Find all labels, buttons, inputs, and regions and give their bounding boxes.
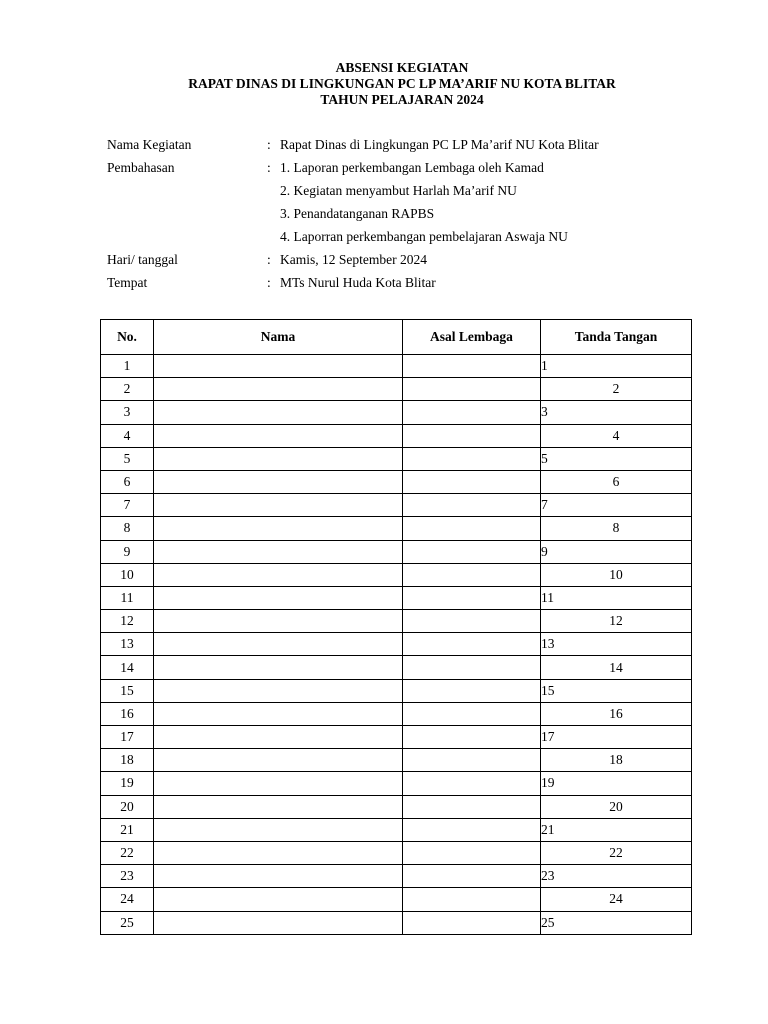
row-number: 11 <box>101 586 154 609</box>
nama-kegiatan-label: Nama Kegiatan <box>107 137 192 152</box>
document-header <box>0 60 768 108</box>
nama-cell[interactable] <box>154 563 403 586</box>
row-number: 16 <box>101 702 154 725</box>
asal-lembaga-cell[interactable] <box>403 726 541 749</box>
table-row <box>101 378 692 401</box>
table-row <box>101 447 692 470</box>
column-header-tanda-tangan: Tanda Tangan <box>541 320 692 355</box>
row-number: 15 <box>101 679 154 702</box>
tanda-tangan-cell[interactable]: 21 <box>541 818 692 841</box>
row-number: 7 <box>101 494 154 517</box>
table-row <box>101 795 692 818</box>
table-row <box>101 772 692 795</box>
row-number: 8 <box>101 517 154 540</box>
row-number: 1 <box>101 355 154 378</box>
table-row <box>101 749 692 772</box>
row-number: 13 <box>101 633 154 656</box>
row-number: 20 <box>101 795 154 818</box>
nama-cell[interactable] <box>154 447 403 470</box>
nama-cell[interactable] <box>154 726 403 749</box>
tanda-tangan-cell[interactable]: 7 <box>541 494 692 517</box>
nama-cell[interactable] <box>154 749 403 772</box>
nama-cell[interactable] <box>154 772 403 795</box>
nama-cell[interactable] <box>154 818 403 841</box>
hari-tanggal-label: Hari/ tanggal <box>107 252 178 267</box>
table-row <box>101 865 692 888</box>
asal-lembaga-cell[interactable] <box>403 818 541 841</box>
tanda-tangan-cell[interactable]: 6 <box>541 470 692 493</box>
tanda-tangan-cell[interactable]: 19 <box>541 772 692 795</box>
asal-lembaga-cell[interactable] <box>403 424 541 447</box>
table-row <box>101 726 692 749</box>
tanda-tangan-cell[interactable]: 9 <box>541 540 692 563</box>
table-row <box>101 610 692 633</box>
row-number: 2 <box>101 378 154 401</box>
asal-lembaga-cell[interactable] <box>403 656 541 679</box>
asal-lembaga-cell[interactable] <box>403 679 541 702</box>
attendance-table-body <box>101 355 692 935</box>
row-number: 14 <box>101 656 154 679</box>
asal-lembaga-cell[interactable] <box>403 517 541 540</box>
tanda-tangan-cell[interactable]: 12 <box>541 610 692 633</box>
asal-lembaga-cell[interactable] <box>403 355 541 378</box>
attendance-table <box>100 319 692 935</box>
row-number: 3 <box>101 401 154 424</box>
column-header-no: No. <box>101 320 154 355</box>
tanda-tangan-cell[interactable]: 20 <box>541 795 692 818</box>
table-row <box>101 517 692 540</box>
asal-lembaga-cell[interactable] <box>403 749 541 772</box>
tanda-tangan-cell[interactable]: 25 <box>541 911 692 934</box>
asal-lembaga-cell[interactable] <box>403 586 541 609</box>
tanda-tangan-cell[interactable]: 23 <box>541 865 692 888</box>
tanda-tangan-cell[interactable]: 5 <box>541 447 692 470</box>
tanda-tangan-cell[interactable]: 10 <box>541 563 692 586</box>
tanda-tangan-cell[interactable]: 3 <box>541 401 692 424</box>
row-number: 12 <box>101 610 154 633</box>
nama-cell[interactable] <box>154 540 403 563</box>
nama-cell[interactable] <box>154 795 403 818</box>
table-row <box>101 540 692 563</box>
nama-kegiatan-value: Rapat Dinas di Lingkungan PC LP Ma’arif NU Kota Blitar <box>280 137 599 152</box>
asal-lembaga-cell[interactable] <box>403 702 541 725</box>
column-header-nama: Nama <box>154 320 403 355</box>
row-number: 18 <box>101 749 154 772</box>
asal-lembaga-cell[interactable] <box>403 888 541 911</box>
table-row <box>101 679 692 702</box>
row-number: 23 <box>101 865 154 888</box>
row-number: 4 <box>101 424 154 447</box>
nama-cell[interactable] <box>154 865 403 888</box>
table-row <box>101 563 692 586</box>
asal-lembaga-cell[interactable] <box>403 610 541 633</box>
row-number: 5 <box>101 447 154 470</box>
row-number: 21 <box>101 818 154 841</box>
table-row <box>101 586 692 609</box>
asal-lembaga-cell[interactable] <box>403 772 541 795</box>
tanda-tangan-cell[interactable]: 17 <box>541 726 692 749</box>
nama-cell[interactable] <box>154 517 403 540</box>
document-subtitle: RAPAT DINAS DI LINGKUNGAN PC LP MA’ARIF NU KOTA BLITAR <box>188 76 616 91</box>
asal-lembaga-cell[interactable] <box>403 378 541 401</box>
tanda-tangan-cell[interactable]: 4 <box>541 424 692 447</box>
asal-lembaga-cell[interactable] <box>403 633 541 656</box>
tanda-tangan-cell[interactable]: 16 <box>541 702 692 725</box>
pembahasan-item: 4. Laporran perkembangan pembelajaran Aswaja NU <box>280 229 568 244</box>
tanda-tangan-cell[interactable]: 18 <box>541 749 692 772</box>
row-number: 22 <box>101 841 154 864</box>
tanda-tangan-cell[interactable]: 14 <box>541 656 692 679</box>
asal-lembaga-cell[interactable] <box>403 841 541 864</box>
asal-lembaga-cell[interactable] <box>403 911 541 934</box>
nama-cell[interactable] <box>154 679 403 702</box>
pembahasan-item: 1. Laporan perkembangan Lembaga oleh Kamad <box>280 160 544 175</box>
nama-cell[interactable] <box>154 424 403 447</box>
pembahasan-item: 3. Penandatanganan RAPBS <box>280 206 435 221</box>
table-row <box>101 633 692 656</box>
document-title: ABSENSI KEGIATAN <box>335 60 469 75</box>
tanda-tangan-cell[interactable]: 13 <box>541 633 692 656</box>
nama-cell[interactable] <box>154 355 403 378</box>
table-row <box>101 702 692 725</box>
asal-lembaga-cell[interactable] <box>403 563 541 586</box>
asal-lembaga-cell[interactable] <box>403 494 541 517</box>
table-row <box>101 911 692 934</box>
row-number: 24 <box>101 888 154 911</box>
colon: : <box>267 160 271 175</box>
asal-lembaga-cell[interactable] <box>403 540 541 563</box>
asal-lembaga-cell[interactable] <box>403 401 541 424</box>
table-row <box>101 888 692 911</box>
table-row <box>101 656 692 679</box>
row-number: 25 <box>101 911 154 934</box>
nama-cell[interactable] <box>154 586 403 609</box>
nama-cell[interactable] <box>154 470 403 493</box>
row-number: 9 <box>101 540 154 563</box>
tanda-tangan-cell[interactable]: 1 <box>541 355 692 378</box>
tanda-tangan-cell[interactable]: 2 <box>541 378 692 401</box>
table-row <box>101 818 692 841</box>
table-row <box>101 841 692 864</box>
nama-cell[interactable] <box>154 378 403 401</box>
nama-cell[interactable] <box>154 633 403 656</box>
table-row <box>101 424 692 447</box>
nama-cell[interactable] <box>154 401 403 424</box>
nama-cell[interactable] <box>154 702 403 725</box>
asal-lembaga-cell[interactable] <box>403 795 541 818</box>
tanda-tangan-cell[interactable]: 8 <box>541 517 692 540</box>
asal-lembaga-cell[interactable] <box>403 447 541 470</box>
tanda-tangan-cell[interactable]: 15 <box>541 679 692 702</box>
nama-cell[interactable] <box>154 841 403 864</box>
row-number: 19 <box>101 772 154 795</box>
tanda-tangan-cell[interactable]: 11 <box>541 586 692 609</box>
table-row <box>101 401 692 424</box>
pembahasan-label: Pembahasan <box>107 160 175 175</box>
asal-lembaga-cell[interactable] <box>403 470 541 493</box>
nama-cell[interactable] <box>154 911 403 934</box>
table-row <box>101 470 692 493</box>
table-row <box>101 494 692 517</box>
table-header-row <box>101 320 692 355</box>
nama-cell[interactable] <box>154 888 403 911</box>
tempat-value: MTs Nurul Huda Kota Blitar <box>280 275 436 290</box>
asal-lembaga-cell[interactable] <box>403 865 541 888</box>
nama-cell[interactable] <box>154 656 403 679</box>
tanda-tangan-cell[interactable]: 22 <box>541 841 692 864</box>
table-row <box>101 355 692 378</box>
pembahasan-item: 2. Kegiatan menyambut Harlah Ma’arif NU <box>280 183 517 198</box>
colon: : <box>267 252 271 267</box>
academic-year: TAHUN PELAJARAN 2024 <box>320 92 484 107</box>
colon: : <box>267 275 271 290</box>
tanda-tangan-cell[interactable]: 24 <box>541 888 692 911</box>
row-number: 17 <box>101 726 154 749</box>
colon: : <box>267 137 271 152</box>
row-number: 6 <box>101 470 154 493</box>
tempat-label: Tempat <box>107 275 148 290</box>
hari-tanggal-value: Kamis, 12 September 2024 <box>280 252 427 267</box>
nama-cell[interactable] <box>154 610 403 633</box>
row-number: 10 <box>101 563 154 586</box>
column-header-asal-lembaga: Asal Lembaga <box>403 320 541 355</box>
nama-cell[interactable] <box>154 494 403 517</box>
